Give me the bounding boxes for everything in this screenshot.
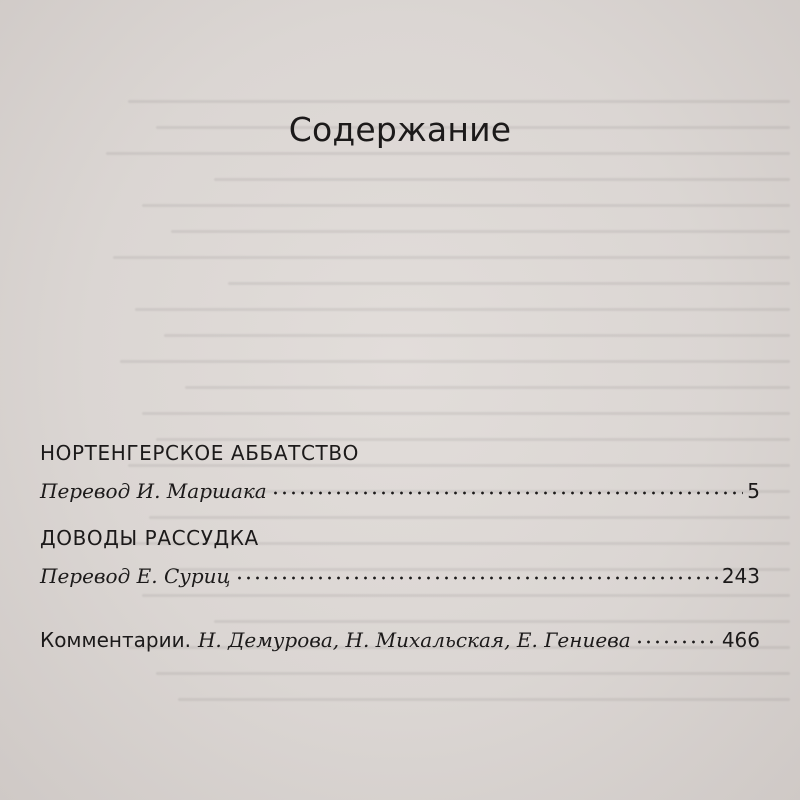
toc-entry-northanger-abbey[interactable] [40,479,760,503]
section-heading-northanger-abbey: НОРТЕНГЕРСКОЕ АББАТСТВО [40,441,359,465]
translator-label: Перевод И. Маршака [40,479,267,503]
toc-entry-persuasion[interactable] [40,564,760,588]
dot-leader [635,640,718,644]
translator-label: Перевод Е. Суриц [40,564,231,588]
commentary-authors: Н. Демурова, Н. Михальская, Е. Гениева [197,628,631,652]
toc-entry-commentary[interactable] [40,628,760,652]
page-number: 5 [747,479,760,503]
bleed-through-text [70,100,790,780]
dot-leader [235,576,718,580]
page-title: Содержание [288,110,512,149]
page-number: 243 [721,564,760,588]
commentary-label: Комментарии. [40,628,191,652]
dot-leader [271,491,744,495]
page-number: 466 [721,628,760,652]
section-heading-persuasion: ДОВОДЫ РАССУДКА [40,526,259,550]
